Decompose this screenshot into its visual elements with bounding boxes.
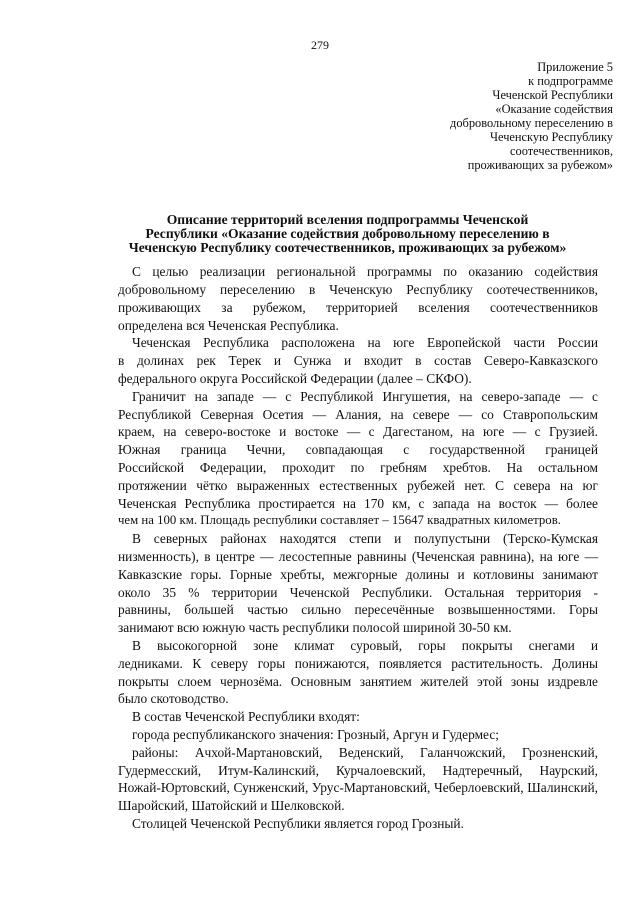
body-line: Чеченская Республика расположена на юге Европейской части России [132,335,598,350]
body-line: С целью реализации региональной программы по оказанию содействия [132,264,598,279]
appendix-line: Чеченскую Республику [489,130,613,144]
body-line: Чеченская Республика простирается на 170 км, с запада на восток — более [118,496,598,511]
body-line: низменность), в центре — лесостепные равнины (Чеченская равнина), на юге — [118,549,598,564]
appendix-line: Приложение 5 [537,60,613,74]
title-line: Чеченскую Республику соотечественников, проживающих за рубежом» [128,240,567,255]
appendix-line: соотечественников, [510,144,613,158]
body-line: занимают всю южную часть республики полосой шириной 30-50 км. [118,620,512,635]
body-line: покрыты слоем чернозёма. Основным занятием жителей этой зоны издревле [118,674,598,689]
body-line: ледниками. К северу горы понижаются, появляется растительность. Долины [118,656,598,671]
title-line: Республики «Оказание содействия добровольному переселению в [145,226,550,241]
body-line: В состав Чеченской Республики входят: [132,709,360,724]
page-number: 279 [311,38,329,52]
title-line: Описание территорий вселения подпрограммы Чеченской [166,212,529,227]
body-line: Республикой Северная Осетия — Алания, на севере — со Ставропольским [118,407,598,422]
body-line: Гудермесский, Итум-Калинский, Курчалоевский, Надтеречный, Наурский, [118,763,598,778]
body-line: Граничит на западе — с Республикой Ингушетия, на северо-западе — с [132,389,598,404]
appendix-line: добровольному переселению в [450,116,613,130]
body-line: было скотоводство. [118,691,229,706]
body-line: Столицей Чеченской Республики является город Грозный. [132,816,464,831]
appendix-line: Чеченской Республики [492,88,613,102]
appendix-line: проживающих за рубежом» [467,158,613,172]
body-line: федерального округа Российской Федерации (далее – СКФО). [118,371,472,386]
body-line: около 35 % территории Чеченской Республики. Остальная территория - [118,585,598,600]
body-line: добровольному переселению в Чеченскую Республику соотечественников, [118,282,598,297]
body-line: Кавказские горы. Горные хребты, межгорные долины и котловины занимают [118,567,598,582]
body-line: определена вся Чеченская Республика. [118,318,339,333]
body-line: Шаройский, Шатойский и Шелковской. [118,798,345,813]
body-line: города республиканского значения: Грозный, Аргун и Гудермес; [132,727,499,742]
body-line: Российской Федерации, проходит по гребням хребтов. На остальном [118,460,598,475]
body-line: Ножай-Юртовский, Сунженский, Урус-Мартановский, Чеберлоевский, Шалинский, [118,780,598,795]
body-line: Южная граница Чечни, совпадающая с государственной границей [118,442,598,457]
body-line: В высокогорной зоне климат суровый, горы покрыты снегами и [132,638,598,653]
appendix-line: «Оказание содействия [495,102,613,116]
body-line: равнины, большей частью сильно пересечённые возвышенностями. Горы [118,602,598,617]
body-line: проживающих за рубежом, территорией вселения соотечественников [118,300,598,315]
body-line: районы: Ачхой-Мартановский, Веденский, Галанчожский, Грозненский, [132,745,598,760]
body-line: протяжении чётко выраженных естественных рубежей нет. С севера на юг [118,478,598,493]
body-line: краем, на северо-востоке и востоке — с Дагестаном, на юге — с Грузией. [118,424,598,439]
appendix-line: к подпрограмме [528,74,613,88]
body-line: в долинах рек Терек и Сунжа и входит в состав Северо-Кавказского [118,353,598,368]
body-line: В северных районах находятся степи и полупустыни (Терско-Кумская [132,531,598,546]
body-line: чем на 100 км. Площадь республики составляет – 15647 квадратных километров. [118,513,561,527]
